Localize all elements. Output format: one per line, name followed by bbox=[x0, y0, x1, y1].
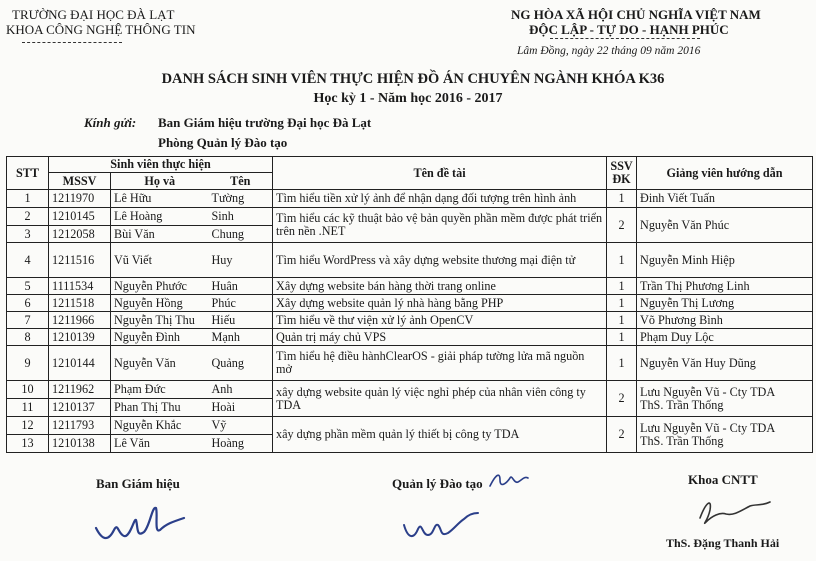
given-name-cell: Sinh bbox=[209, 208, 273, 226]
topic-cell: Quản trị máy chủ VPS bbox=[273, 329, 607, 346]
surname-cell: Lê Văn bbox=[111, 435, 209, 453]
stt-cell: 7 bbox=[7, 312, 49, 329]
date-line: Lâm Đồng, ngày 22 tháng 09 năm 2016 bbox=[517, 45, 701, 57]
advisor-cell: Lưu Nguyễn Vũ - Cty TDA ThS. Trần Thống bbox=[637, 417, 813, 453]
col-ten: Tên bbox=[209, 173, 273, 190]
document-title: DANH SÁCH SINH VIÊN THỰC HIỆN ĐỒ ÁN CHUYÊN NGÀNH KHÓA K36 bbox=[161, 71, 665, 87]
given-name-cell: Anh bbox=[209, 381, 273, 399]
mssv-cell: 1210138 bbox=[49, 435, 111, 453]
mssv-cell: 1211793 bbox=[49, 417, 111, 435]
mssv-cell: 1212058 bbox=[49, 226, 111, 243]
signature-label-rector: Ban Giám hiệu bbox=[96, 476, 180, 491]
stt-cell: 2 bbox=[7, 208, 49, 226]
mssv-cell: 1111534 bbox=[49, 278, 111, 295]
col-stt: STT bbox=[7, 157, 49, 190]
given-name-cell: Tường bbox=[209, 190, 273, 208]
table-row bbox=[7, 346, 813, 381]
training-signature bbox=[398, 505, 488, 545]
document-subtitle: Học kỳ 1 - Năm học 2016 - 2017 bbox=[313, 91, 503, 106]
table-row bbox=[7, 312, 813, 329]
mssv-cell: 1211962 bbox=[49, 381, 111, 399]
surname-cell: Phan Thị Thu bbox=[111, 399, 209, 417]
given-name-cell: Vỹ bbox=[209, 417, 273, 435]
surname-cell: Vũ Viết bbox=[111, 243, 209, 278]
topic-cell: Xây dựng website quản lý nhà hàng bằng PHP bbox=[273, 295, 607, 312]
ssv-cell: 1 bbox=[607, 278, 637, 295]
advisor-cell: Phạm Duy Lộc bbox=[637, 329, 813, 346]
stt-cell: 6 bbox=[7, 295, 49, 312]
table-row bbox=[7, 295, 813, 312]
given-name-cell: Mạnh bbox=[209, 329, 273, 346]
ssv-cell: 1 bbox=[607, 329, 637, 346]
ssv-cell: 1 bbox=[607, 312, 637, 329]
stt-cell: 12 bbox=[7, 417, 49, 435]
table-row bbox=[7, 417, 813, 435]
training-initial-signature bbox=[486, 468, 532, 492]
stt-cell: 10 bbox=[7, 381, 49, 399]
surname-cell: Nguyễn Đình bbox=[111, 329, 209, 346]
ssv-cell: 2 bbox=[607, 417, 637, 453]
surname-cell: Nguyễn Thị Thu bbox=[111, 312, 209, 329]
topic-cell: xây dựng website quản lý việc nghỉ phép của nhân viên công ty TDA bbox=[273, 381, 607, 417]
col-student-group: Sinh viên thực hiện bbox=[49, 157, 273, 173]
stt-cell: 8 bbox=[7, 329, 49, 346]
stt-cell: 13 bbox=[7, 435, 49, 453]
given-name-cell: Hoàng bbox=[209, 435, 273, 453]
surname-cell: Nguyễn Phước bbox=[111, 278, 209, 295]
given-name-cell: Phúc bbox=[209, 295, 273, 312]
mssv-cell: 1211516 bbox=[49, 243, 111, 278]
ssv-cell: 1 bbox=[607, 346, 637, 381]
stt-cell: 9 bbox=[7, 346, 49, 381]
advisor-cell: Trần Thị Phương Linh bbox=[637, 278, 813, 295]
col-advisor: Giảng viên hướng dẫn bbox=[637, 157, 813, 190]
table-row bbox=[7, 243, 813, 278]
given-name-cell: Chung bbox=[209, 226, 273, 243]
advisor-cell: Võ Phương Bình bbox=[637, 312, 813, 329]
stt-cell: 4 bbox=[7, 243, 49, 278]
signature-label-training: Quản lý Đào tạo bbox=[392, 476, 483, 491]
surname-cell: Nguyễn Văn bbox=[111, 346, 209, 381]
table-row bbox=[7, 190, 813, 208]
given-name-cell: Huân bbox=[209, 278, 273, 295]
surname-cell: Lê Hữu bbox=[111, 190, 209, 208]
surname-cell: Lê Hoàng bbox=[111, 208, 209, 226]
motto: ĐỘC LẬP - TỰ DO - HẠNH PHÚC bbox=[529, 22, 729, 37]
stt-cell: 3 bbox=[7, 226, 49, 243]
topic-cell: Xây dựng website bán hàng thời trang online bbox=[273, 278, 607, 295]
topic-cell: Tìm hiểu các kỹ thuật bảo vệ bản quyền phần mềm được phát triển trên nền .NET bbox=[273, 208, 607, 243]
mssv-cell: 1210137 bbox=[49, 399, 111, 417]
advisor-cell: Nguyễn Văn Huy Dũng bbox=[637, 346, 813, 381]
mssv-cell: 1211518 bbox=[49, 295, 111, 312]
mssv-cell: 1210139 bbox=[49, 329, 111, 346]
mssv-cell: 1211966 bbox=[49, 312, 111, 329]
given-name-cell: Hoài bbox=[209, 399, 273, 417]
surname-cell: Nguyễn Khắc bbox=[111, 417, 209, 435]
left-header-underline bbox=[22, 42, 122, 43]
surname-cell: Phạm Đức bbox=[111, 381, 209, 399]
faculty-signature bbox=[690, 492, 780, 532]
col-topic: Tên đề tài bbox=[273, 157, 607, 190]
topic-cell: Tìm hiểu tiền xử lý ảnh để nhận dạng đối tượng trên hình ảnh bbox=[273, 190, 607, 208]
table-row bbox=[7, 329, 813, 346]
right-header-underline bbox=[550, 38, 700, 39]
table-row bbox=[7, 278, 813, 295]
col-ssv-line2: ĐK bbox=[612, 172, 631, 186]
advisor-cell: Lưu Nguyễn Vũ - Cty TDA ThS. Trần Thống bbox=[637, 381, 813, 417]
col-ssv-line1: SSV bbox=[610, 159, 633, 173]
ssv-cell: 1 bbox=[607, 295, 637, 312]
faculty-name: KHOA CÔNG NGHỆ THÔNG TIN bbox=[6, 22, 196, 37]
ssv-cell: 2 bbox=[607, 381, 637, 417]
mssv-cell: 1210144 bbox=[49, 346, 111, 381]
advisor-cell: Nguyễn Minh Hiệp bbox=[637, 243, 813, 278]
surname-cell: Nguyễn Hồng bbox=[111, 295, 209, 312]
school-name: TRƯỜNG ĐẠI HỌC ĐÀ LẠT bbox=[12, 7, 175, 22]
topic-cell: Tìm hiểu về thư viện xử lý ảnh OpenCV bbox=[273, 312, 607, 329]
table-row bbox=[7, 381, 813, 399]
given-name-cell: Quảng bbox=[209, 346, 273, 381]
stt-cell: 11 bbox=[7, 399, 49, 417]
advisor-cell: Đinh Viết Tuấn bbox=[637, 190, 813, 208]
rector-signature bbox=[88, 500, 198, 545]
stt-cell: 5 bbox=[7, 278, 49, 295]
table-row bbox=[7, 208, 813, 226]
advisor-cell: Nguyễn Thị Lương bbox=[637, 295, 813, 312]
given-name-cell: Hiếu bbox=[209, 312, 273, 329]
given-name-cell: Huy bbox=[209, 243, 273, 278]
surname-cell: Bùi Văn bbox=[111, 226, 209, 243]
faculty-head-name: ThS. Đặng Thanh Hải bbox=[666, 536, 780, 550]
col-ssv bbox=[607, 157, 637, 190]
signature-label-faculty: Khoa CNTT bbox=[688, 472, 758, 487]
country-name: NG HÒA XÃ HỘI CHỦ NGHĨA VIỆT NAM bbox=[511, 7, 761, 22]
ssv-cell: 2 bbox=[607, 208, 637, 243]
ssv-cell: 1 bbox=[607, 190, 637, 208]
recipient-1: Ban Giám hiệu trường Đại học Đà Lạt bbox=[158, 115, 372, 130]
topic-cell: xây dựng phần mềm quản lý thiết bị công ty TDA bbox=[273, 417, 607, 453]
stt-cell: 1 bbox=[7, 190, 49, 208]
col-mssv: MSSV bbox=[49, 173, 111, 190]
student-table bbox=[6, 156, 813, 453]
ssv-cell: 1 bbox=[607, 243, 637, 278]
col-ho-va: Họ và bbox=[111, 173, 209, 190]
advisor-cell: Nguyễn Văn Phúc bbox=[637, 208, 813, 243]
topic-cell: Tìm hiểu WordPress và xây dựng website thương mại điện tử bbox=[273, 243, 607, 278]
mssv-cell: 1210145 bbox=[49, 208, 111, 226]
topic-cell: Tìm hiểu hệ điều hànhClearOS - giải pháp tường lửa mã nguồn mở bbox=[273, 346, 607, 381]
mssv-cell: 1211970 bbox=[49, 190, 111, 208]
recipient-2: Phòng Quản lý Đào tạo bbox=[158, 135, 288, 150]
recipient-label: Kính gửi: bbox=[84, 115, 137, 130]
